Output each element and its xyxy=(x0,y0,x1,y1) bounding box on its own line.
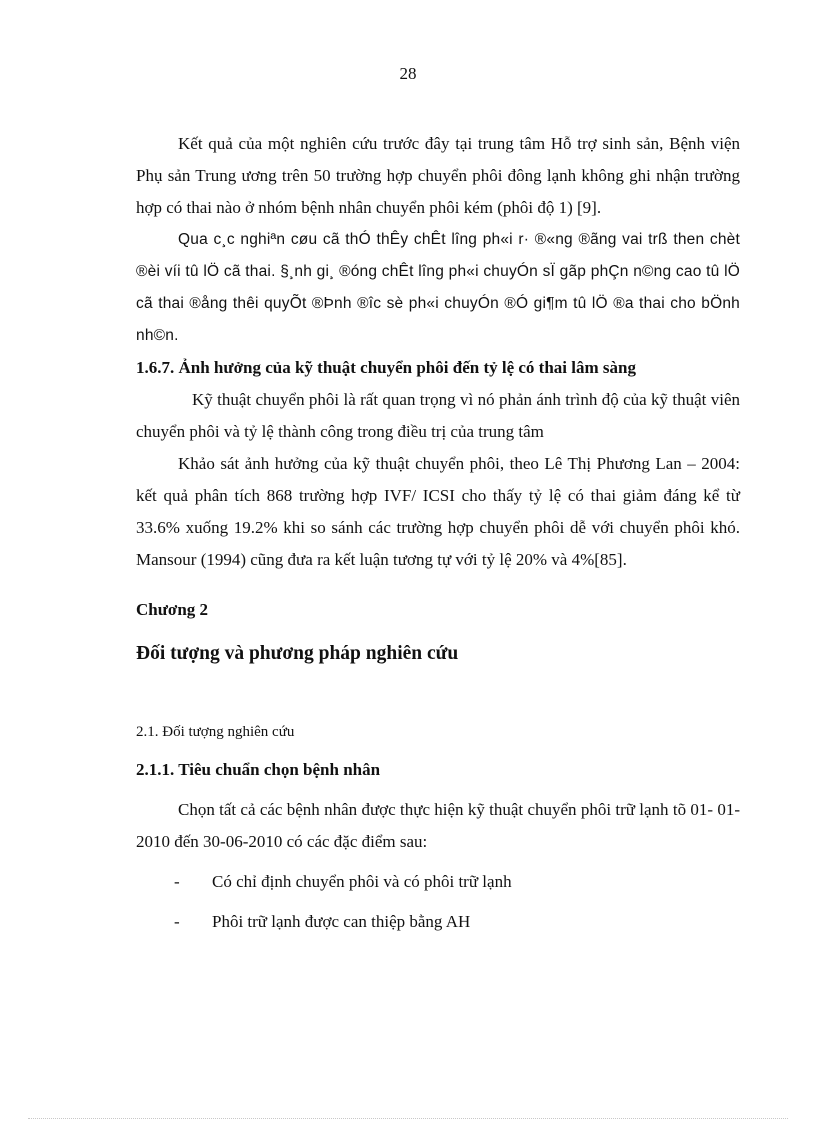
paragraph-transfer-technique: Kỹ thuật chuyển phôi là rất quan trọng vì nó phản ánh trình độ của kỹ thuật viên chuyển phôi và tỷ lệ thành công trong điều trị của trung tâm xyxy=(136,390,740,441)
chapter-label: Chương 2 xyxy=(136,600,209,619)
list-item xyxy=(136,906,740,938)
section-heading-2-1-1: 2.1.1. Tiêu chuẩn chọn bệnh nhân xyxy=(136,760,381,779)
paragraph-survey: Khảo sát ảnh hưởng của kỹ thuật chuyển phôi, theo Lê Thị Phương Lan – 2004: kết quả phân tích 868 trường hợp IVF/ ICSI cho thấy tỷ lệ có thai giảm đáng kể từ 33.6% xuống 19.2% khi so sánh các trường hợp chuyển phôi dễ với chuyển phôi khó. Mansour (1994) cũng đưa ra kết luận tương tự với tỷ lệ 20% và 4%[85]. xyxy=(136,454,740,569)
page-number: 28 xyxy=(399,64,417,83)
page-bottom-border xyxy=(28,1118,788,1119)
document-body xyxy=(136,128,740,938)
list-item-text: Có chỉ định chuyển phôi và có phôi trữ lạnh xyxy=(212,872,512,891)
list-item-text: Phôi trữ lạnh được can thiệp bằng AH xyxy=(212,912,471,931)
list-marker: - xyxy=(174,872,180,891)
chapter-title: Đối tượng và phương pháp nghiên cứu xyxy=(136,643,459,664)
list-item xyxy=(136,866,740,898)
section-heading-2-1: 2.1. Đối tượng nghiên cứu xyxy=(136,724,295,740)
list-marker: - xyxy=(174,912,180,931)
paragraph-prior-study: Kết quả của một nghiên cứu trước đây tại trung tâm Hỗ trợ sinh sản, Bệnh viện Phụ sản Trung ương trên 50 trường hợp chuyển phôi đông lạnh không ghi nhận trường hợp có thai nào ở nhóm bệnh nhân chuyển phôi kém (phôi độ 1) [9]. xyxy=(136,134,740,217)
section-heading-1-6-7: 1.6.7. Ảnh hưởng của kỹ thuật chuyển phôi đến tỷ lệ có thai lâm sàng xyxy=(136,358,636,377)
paragraph-selection: Chọn tất cả các bệnh nhân được thực hiện kỹ thuật chuyển phôi trữ lạnh tõ 01- 01- 2010 đến 30-06-2010 có các đặc điểm sau: xyxy=(136,800,740,851)
paragraph-legacy-encoding: Qua c¸c nghiªn cøu cã thÓ thÊy chÊt lîng ph«i r· ®«ng ®ãng vai trß then chèt ®èi víi tû lÖ cã thai. §¸nh gi¸ ®óng chÊt lîng ph«i chuyÓn sÏ gãp phÇn n©ng cao tû lÖ cã thai ®ång thêi quyÕt ®Þnh ®îc sè ph«i chuyÓn ®Ó gi¶m tû lÖ ®a thai cho bÖnh nh©n. xyxy=(136,231,740,344)
